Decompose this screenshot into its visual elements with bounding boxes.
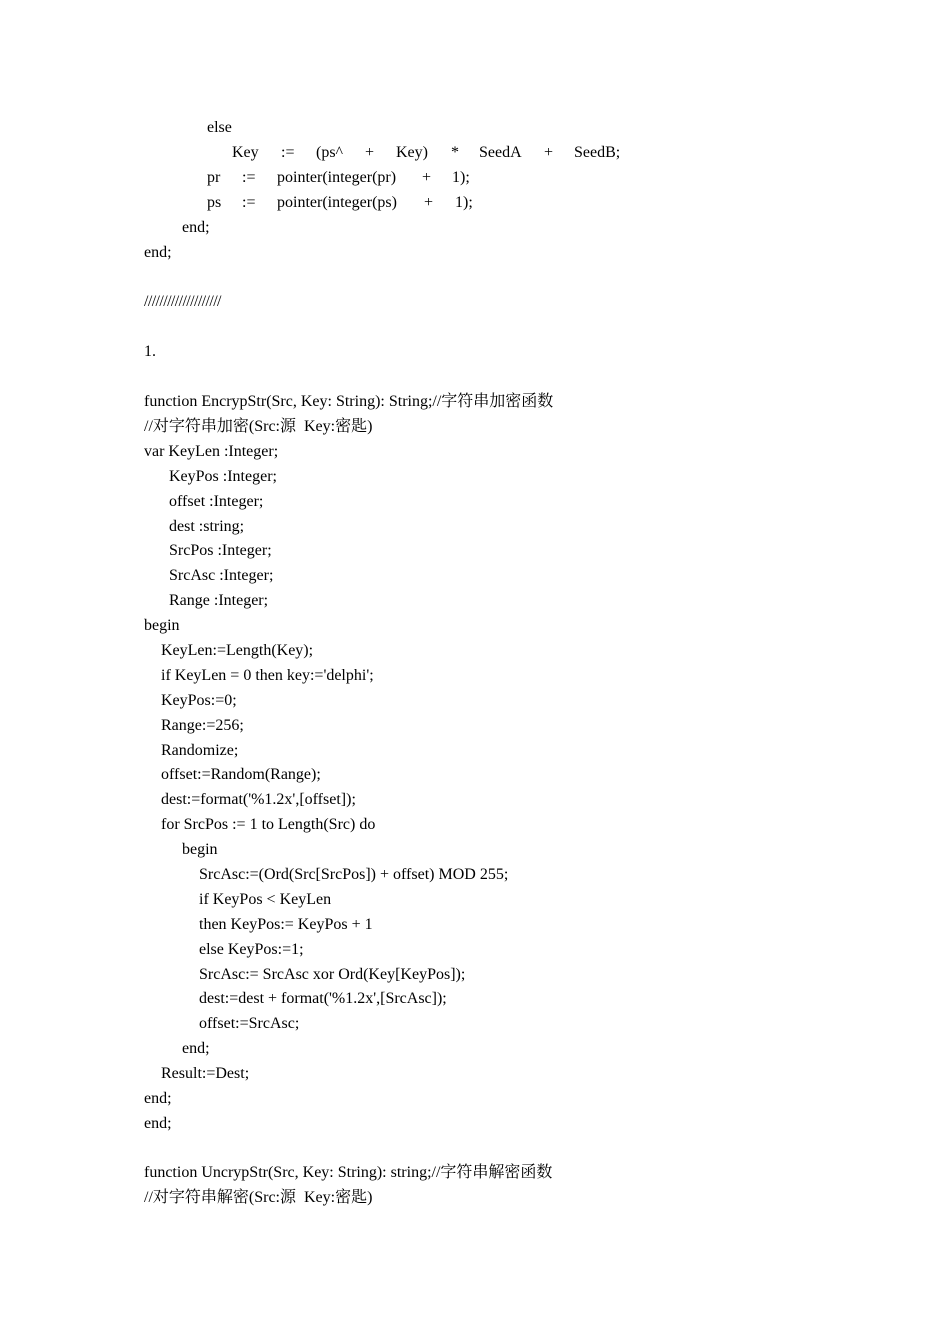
code-token: pointer(integer(ps) bbox=[277, 194, 397, 211]
code-token: 1); bbox=[452, 169, 470, 186]
code-line-var-dest: dest :string; bbox=[169, 518, 245, 535]
code-line-if-keypos: if KeyPos < KeyLen bbox=[199, 891, 332, 908]
code-line-var-srcasc: SrcAsc :Integer; bbox=[169, 567, 274, 584]
code-line-end-outer: end; bbox=[144, 244, 172, 261]
code-token: + bbox=[544, 144, 554, 161]
code-line-end-inner: end; bbox=[182, 219, 210, 236]
code-line-func-end-2: end; bbox=[144, 1115, 172, 1132]
code-token: := bbox=[281, 144, 295, 161]
code-token: := bbox=[242, 194, 256, 211]
code-line-if-keylen: if KeyLen = 0 then key:='delphi'; bbox=[161, 667, 374, 684]
code-token: * bbox=[451, 144, 459, 161]
separator-slashes: //////////////////// bbox=[144, 293, 221, 310]
code-line-loop-begin: begin bbox=[182, 841, 218, 858]
code-line-srcasc-ord: SrcAsc:=(Ord(Src[SrcPos]) + offset) MOD 255; bbox=[199, 866, 509, 883]
code-line-for-loop: for SrcPos := 1 to Length(Src) do bbox=[161, 816, 376, 833]
code-line-var-keypos: KeyPos :Integer; bbox=[169, 468, 277, 485]
code-line-keylen-assign: KeyLen:=Length(Key); bbox=[161, 642, 314, 659]
code-line-begin: begin bbox=[144, 617, 180, 634]
code-token: (ps^ bbox=[316, 144, 344, 161]
code-token: pr bbox=[207, 169, 221, 186]
code-line-else: else bbox=[207, 119, 232, 136]
code-token: + bbox=[424, 194, 434, 211]
code-token: ps bbox=[207, 194, 222, 211]
code-token: + bbox=[365, 144, 375, 161]
code-token: SeedA bbox=[479, 144, 522, 161]
code-line-offset-random: offset:=Random(Range); bbox=[161, 766, 321, 783]
code-line-dest-format: dest:=format('%1.2x',[offset]); bbox=[161, 791, 356, 808]
code-line-randomize: Randomize; bbox=[161, 742, 239, 759]
code-token: SeedB; bbox=[574, 144, 621, 161]
code-line-else-keypos: else KeyPos:=1; bbox=[199, 941, 304, 958]
code-line-srcasc-xor: SrcAsc:= SrcAsc xor Ord(Key[KeyPos]); bbox=[199, 966, 466, 983]
code-token: Key bbox=[232, 144, 259, 161]
code-line-result-dest: Result:=Dest; bbox=[161, 1065, 250, 1082]
code-token: Key) bbox=[396, 144, 428, 161]
code-line-keypos-zero: KeyPos:=0; bbox=[161, 692, 237, 709]
comment-encryp: //对字符串加密(Src:源 Key:密匙) bbox=[144, 418, 373, 435]
code-token: + bbox=[422, 169, 432, 186]
code-line-func-end-1: end; bbox=[144, 1090, 172, 1107]
code-line-var-keylen: var KeyLen :Integer; bbox=[144, 443, 279, 460]
section-number: 1. bbox=[144, 343, 156, 360]
code-token: := bbox=[242, 169, 256, 186]
code-line-var-srcpos: SrcPos :Integer; bbox=[169, 542, 272, 559]
function-signature-uncryp: function UncrypStr(Src, Key: String): string;//字符串解密函数 bbox=[144, 1164, 553, 1181]
function-signature-encryp: function EncrypStr(Src, Key: String): String;//字符串加密函数 bbox=[144, 393, 554, 410]
code-line-var-range: Range :Integer; bbox=[169, 592, 269, 609]
code-token: pointer(integer(pr) bbox=[277, 169, 397, 186]
code-line-var-offset: offset :Integer; bbox=[169, 493, 264, 510]
code-line-dest-append: dest:=dest + format('%1.2x',[SrcAsc]); bbox=[199, 990, 447, 1007]
code-line-then-keypos: then KeyPos:= KeyPos + 1 bbox=[199, 916, 373, 933]
code-line-loop-end: end; bbox=[182, 1040, 210, 1057]
code-line-offset-srcasc: offset:=SrcAsc; bbox=[199, 1015, 300, 1032]
code-token: 1); bbox=[455, 194, 473, 211]
comment-uncryp: //对字符串解密(Src:源 Key:密匙) bbox=[144, 1189, 373, 1206]
code-line-range-assign: Range:=256; bbox=[161, 717, 244, 734]
